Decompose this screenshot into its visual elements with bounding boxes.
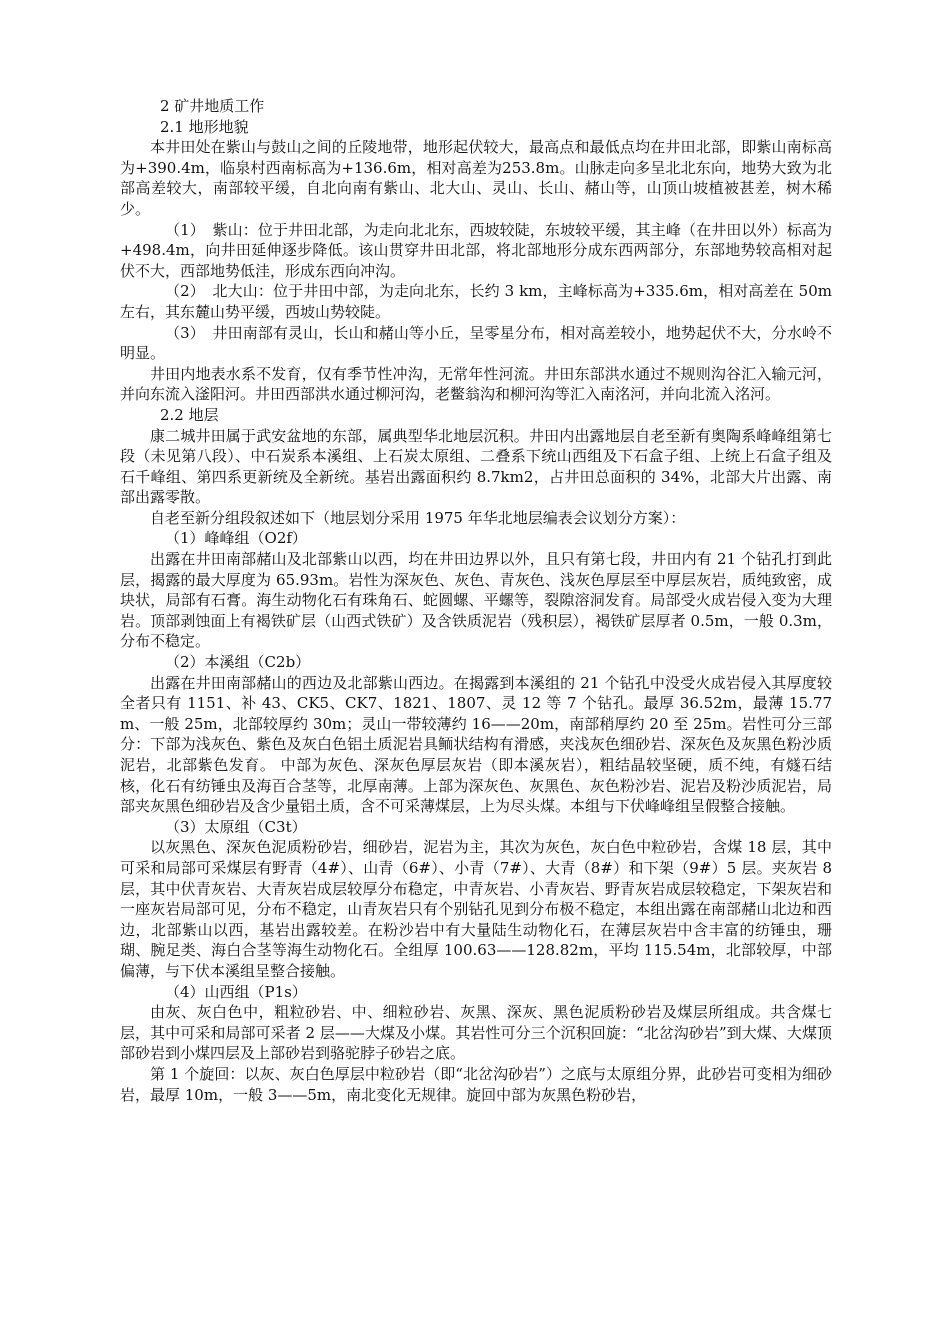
list-item-south-hills: （3） 井田南部有灵山，长山和赭山等小丘，呈零星分布，相对高差较小，地势起伏不大，分水岭不明显。 (120, 323, 832, 363)
subheading-taiyuan: （3）太原组（C3t） (165, 817, 307, 836)
subheading-benxi: （2）本溪组（C2b） (165, 653, 311, 672)
paragraph-fengfeng: 出露在井田南部赭山及北部紫山以西，均在井田边界以外，且只有第七段，井田内有 21 个钻孔打到此层，揭露的最大厚度为 65.93m。岩性为深灰色、灰色、青灰色、浅灰色厚层至中厚层灰岩，质纯致密，成块状，局部有石膏。海生动物化石有珠角石、蛇圆螺、平螺等，裂隙溶洞发育。局部受火成岩侵入变为大理岩。顶部剥蚀面上有褐铁矿层（山西式铁矿）及含铁质泥岩（残积层），褐铁矿层厚者 0.5m，一般 0.3m，分布不稳定。 (120, 550, 832, 651)
subheading-shanxi: （4）山西组（P1s） (165, 982, 307, 1001)
paragraph-shanxi: 由灰、灰白色中，粗粒砂岩、中、细粒砂岩、灰黑、深灰、黑色泥质粉砂岩及煤层所组成。共含煤七层，其中可采和局部可采者 2 层——大煤及小煤。其岩性可分三个沉积回旋：“北岔沟砂岩”到大煤、大煤顶部砂岩到小煤四层及上部砂岩到骆驼脖子砂岩之底。 (120, 1003, 832, 1063)
list-item-zishan: （1） 紫山：位于井田北部，为走向北北东，西坡较陡，东坡较平缓，其主峰（在井田以外）标高为+498.4m，向井田延伸逐步降低。该山贯穿井田北部，将北部地形分成东西两部分，东部地势较高相对起伏不大，西部地势低洼，形成东西向冲沟。 (120, 220, 832, 280)
document-body (120, 96, 832, 1105)
paragraph-strata-overview: 康二城井田属于武安盆地的东部，属典型华北地层沉积。井田内出露地层自老至新有奥陶系峰峰组第七段（未见第八段）、中石炭系本溪组、上石炭太原组、二叠系下统山西组及下石盒子组、上统上石盒子组及石千峰组、第四系更新统及全新统。基岩出露面积约 8.7km2，占井田总面积的 34%，北部大片出露、南部出露零散。 (120, 426, 832, 507)
section-heading-terrain: 2.1 地形地貌 (160, 117, 249, 136)
paragraph-strata-intro: 自老至新分组段叙述如下（地层划分采用 1975 年华北地层编表会议划分方案）： (150, 508, 686, 527)
list-item-beidashan: （2） 北大山：位于井田中部，为走向北东，长约 3 km，主峰标高为+335.6m，相对高差在 50m 左右，其东麓山势平缓，西坡山势较陡。 (120, 282, 832, 321)
paragraph-water-system: 井田内地表水系不发育，仅有季节性冲沟，无常年性河流。井田东部洪水通过不规则沟谷汇入输元河，并向东流入滏阳河。井田西部洪水通过柳河沟，老鳖翁沟和柳河沟等汇入南洺河，并向北流入洺河。 (120, 364, 832, 404)
paragraph-cycle-one: 第 1 个旋回：以灰、灰白色厚层中粒砂岩（即“北岔沟砂岩”）之底与太原组分界，此砂岩可变相为细砂岩，最厚 10m，一般 3——5m，南北变化无规律。旋回中部为灰黑色粉砂岩， (120, 1064, 832, 1104)
paragraph-benxi: 出露在井田南部赭山的西边及北部紫山西边。在揭露到本溪组的 21 个钻孔中没受火成岩侵入其厚度较全者只有 1151、补 43、CK5、CK7、1821、1807、灵 12 等 7 个钻孔。最厚 36.52m，最薄 15.77m、一般 25m，北部较厚约 30m；灵山一带较薄约 16——20m，南部稍厚约 20 至 25m。岩性可分三部分：下部为浅灰色、紫色及灰白色铝土质泥岩具鲕状结构有滑感，夹浅灰色细砂岩、深灰色及灰黑色粉沙质泥岩，北部紫色发育。 中部为灰色、深灰色厚层灰岩（即本溪灰岩），粗结晶较坚硬，质不纯，有燧石结核，化石有纺锤虫及海百合茎等，北厚南薄。上部为深灰色、灰黑色、灰色粉沙岩、泥岩及粉沙质泥岩，局部夹灰黑色细砂岩及含少量铝土质，含不可采薄煤层，上为尽头煤。本组与下伏峰峰组呈假整合接触。 (120, 673, 832, 816)
paragraph-terrain-overview: 本井田处在紫山与鼓山之间的丘陵地带，地形起伏较大，最高点和最低点均在井田北部，即紫山南标高为+390.4m，临泉村西南标高为+136.6m，相对高差为253.8m。山脉走向多呈北北东向，地势大致为北部高差较大，南部较平缓，自北向南有紫山、北大山、灵山、长山、赭山等，山顶山坡植被甚差，树木稀少。 (120, 138, 832, 218)
section-heading-strata: 2.2 地层 (160, 405, 219, 424)
subheading-fengfeng: （1）峰峰组（O2f） (165, 529, 307, 548)
paragraph-taiyuan: 以灰黑色、深灰色泥质粉砂岩，细砂岩，泥岩为主，其次为灰色，灰白色中粒砂岩，含煤 18 层，其中可采和局部可采煤层有野青（4#）、山青（6#）、小青（7#）、大青（8#）和下架（9#）5 层。夹灰岩 8 层，其中伏青灰岩、大青灰岩成层较厚分布稳定，中青灰岩、小青灰岩、野青灰岩成层较稳定，下架灰岩和一座灰岩局部可见，分布不稳定，山青灰岩只有个别钻孔见到分布极不稳定，本组出露在南部赭山北边和西边，北部紫山以西，基岩出露较差。在粉沙岩中有大量陆生动物化石，在薄层灰岩中含丰富的纺锤虫，珊瑚、腕足类、海白合茎等海生动物化石。全组厚 100.63——128.82m，平均 115.54m，北部较厚，中部偏薄，与下伏本溪组呈整合接触。 (120, 838, 832, 980)
chapter-heading: 2 矿井地质工作 (160, 97, 265, 115)
